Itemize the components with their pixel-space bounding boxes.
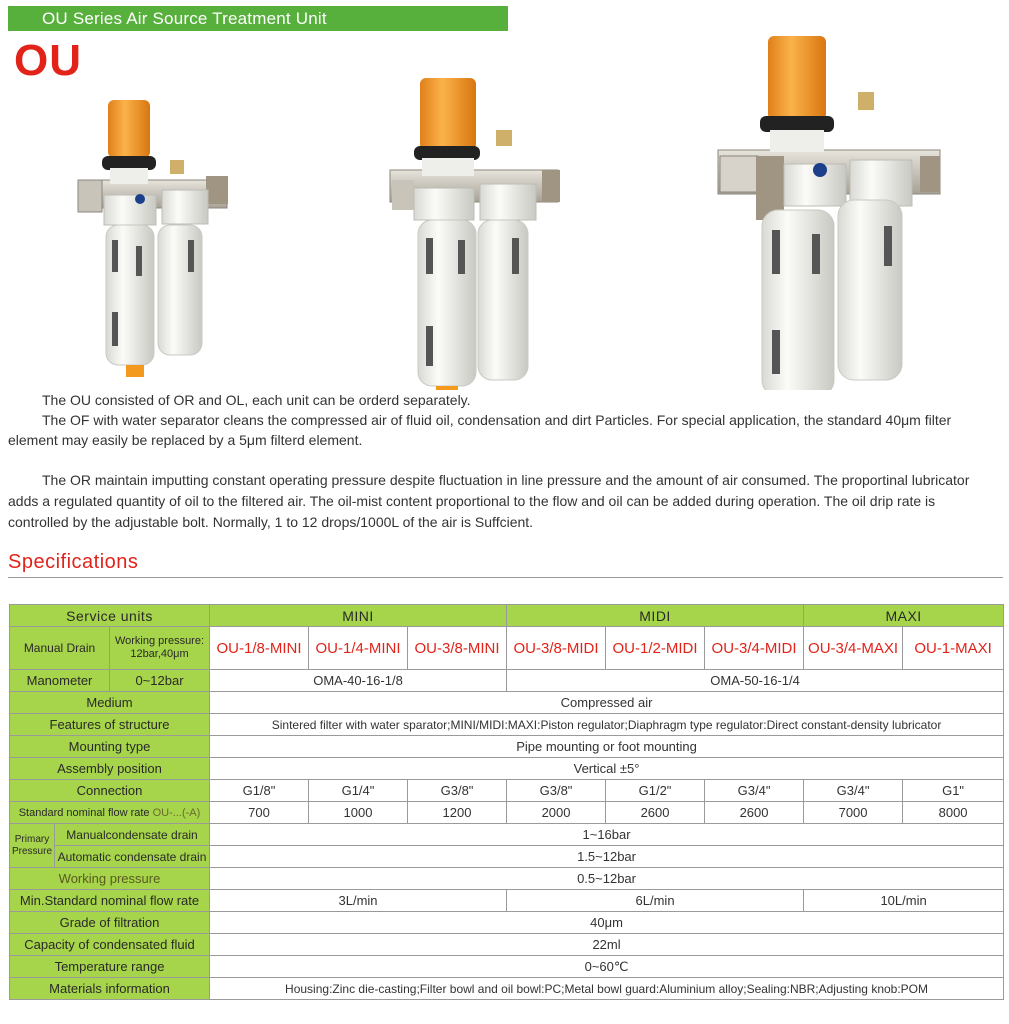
table-row-manometer bbox=[10, 670, 1004, 692]
working-pressure-note bbox=[110, 627, 210, 670]
filtration-value: 40μm bbox=[210, 912, 1004, 934]
medium-label: Medium bbox=[10, 692, 210, 714]
table-row-working-pressure bbox=[10, 868, 1004, 890]
min-flow-mini: 3L/min bbox=[210, 890, 507, 912]
materials-label: Materials information bbox=[10, 978, 210, 1000]
min-flow-label: Min.Standard nominal flow rate bbox=[10, 890, 210, 912]
capacity-value: 22ml bbox=[210, 934, 1004, 956]
model-cell: OU-1/8-MINI bbox=[210, 627, 309, 670]
table-row-groups bbox=[10, 605, 1004, 627]
flow-label-suffix: OU-...(-A) bbox=[152, 806, 201, 819]
materials-value: Housing:Zinc die-casting;Filter bowl and oil bowl:PC;Metal bowl guard:Aluminium alloy;Sealing:NBR;Adjusting knob:POM bbox=[210, 978, 1004, 1000]
table-row-temperature bbox=[10, 956, 1004, 978]
model-cell: OU-3/8-MIDI bbox=[507, 627, 606, 670]
maxi-unit-image bbox=[718, 36, 940, 390]
filtration-label: Grade of filtration bbox=[10, 912, 210, 934]
manual-condensate-label: Manualcondensate drain bbox=[55, 824, 210, 846]
flow-cell: 7000 bbox=[804, 802, 903, 824]
specifications-table bbox=[9, 604, 1004, 1000]
description bbox=[8, 390, 998, 533]
flow-label-text: Standard nominal flow rate bbox=[18, 806, 150, 819]
flow-cell: 2600 bbox=[705, 802, 804, 824]
manometer-midi-maxi: OMA-50-16-1/4 bbox=[507, 670, 1004, 692]
connection-cell: G1" bbox=[903, 780, 1004, 802]
table-row-mounting bbox=[10, 736, 1004, 758]
connection-cell: G3/4" bbox=[705, 780, 804, 802]
working-pressure-value: 0.5~12bar bbox=[210, 868, 1004, 890]
working-pressure-label: Working pressure bbox=[10, 868, 210, 890]
temperature-value: 0~60℃ bbox=[210, 956, 1004, 978]
table-row-auto-condensate bbox=[10, 846, 1004, 868]
description-p3: The OR maintain imputting constant operating pressure despite fluctuation in line pressure and the amount of air consumed. The proportinal lubricator adds a regulated quantity of oil to the filtered air. The oil-mist content proportional to the flow and oil can be added during operation. The oil drip rate is controlled by the adjustable bolt. Normally, 1 to 12 drops/1000L of the air is Suffcient. bbox=[8, 472, 970, 530]
connection-cell: G3/4" bbox=[804, 780, 903, 802]
working-pressure-note-line2: 12bar,40μm bbox=[130, 648, 189, 660]
connection-cell: G1/2" bbox=[606, 780, 705, 802]
features-label: Features of structure bbox=[10, 714, 210, 736]
manual-condensate-value: 1~16bar bbox=[210, 824, 1004, 846]
table-row-filtration bbox=[10, 912, 1004, 934]
service-units-label: Service units bbox=[10, 605, 210, 627]
group-mini: MINI bbox=[210, 605, 507, 627]
flow-cell: 8000 bbox=[903, 802, 1004, 824]
model-cell: OU-1/2-MIDI bbox=[606, 627, 705, 670]
table-row-assembly bbox=[10, 758, 1004, 780]
manometer-label: Manometer bbox=[10, 670, 110, 692]
flow-cell: 1200 bbox=[408, 802, 507, 824]
table-row-capacity bbox=[10, 934, 1004, 956]
flow-cell: 1000 bbox=[309, 802, 408, 824]
product-code-title: OU bbox=[14, 36, 82, 85]
table-row-connection bbox=[10, 780, 1004, 802]
flow-label bbox=[10, 802, 210, 824]
connection-cell: G3/8" bbox=[408, 780, 507, 802]
assembly-value: Vertical ±5° bbox=[210, 758, 1004, 780]
auto-condensate-value: 1.5~12bar bbox=[210, 846, 1004, 868]
table-row-medium bbox=[10, 692, 1004, 714]
specifications-divider bbox=[8, 577, 1003, 578]
auto-condensate-label: Automatic condensate drain bbox=[55, 846, 210, 868]
assembly-label: Assembly position bbox=[10, 758, 210, 780]
flow-cell: 700 bbox=[210, 802, 309, 824]
connection-cell: G1/4" bbox=[309, 780, 408, 802]
table-row-min-flow bbox=[10, 890, 1004, 912]
medium-value: Compressed air bbox=[210, 692, 1004, 714]
capacity-label: Capacity of condensated fluid bbox=[10, 934, 210, 956]
working-pressure-note-line1: Working pressure: bbox=[114, 635, 205, 647]
product-illustrations bbox=[0, 30, 1009, 390]
model-cell: OU-1/4-MINI bbox=[309, 627, 408, 670]
description-p2: The OF with water separator cleans the compressed air of fluid oil, condensation and dirt Particles. For special application, the standard 40μm filter element may easily be replaced by a 5μm filterd element. bbox=[8, 412, 952, 448]
min-flow-maxi: 10L/min bbox=[804, 890, 1004, 912]
flow-cell: 2600 bbox=[606, 802, 705, 824]
description-p1: The OU consisted of OR and OL, each unit can be orderd separately. bbox=[42, 392, 471, 408]
model-cell: OU-3/4-MAXI bbox=[804, 627, 903, 670]
features-value: Sintered filter with water sparator;MINI/MIDI:MAXI:Piston regulator;Diaphragm type regulator:Direct constant-density lubricator bbox=[210, 714, 1004, 736]
table-row-materials bbox=[10, 978, 1004, 1000]
primary-pressure-label: Primary Pressure bbox=[10, 824, 55, 868]
mounting-label: Mounting type bbox=[10, 736, 210, 758]
table-row-features bbox=[10, 714, 1004, 736]
specifications-title: Specifications bbox=[8, 551, 139, 573]
group-midi: MIDI bbox=[507, 605, 804, 627]
connection-label: Connection bbox=[10, 780, 210, 802]
connection-cell: G3/8" bbox=[507, 780, 606, 802]
min-flow-midi: 6L/min bbox=[507, 890, 804, 912]
table-row-flow bbox=[10, 802, 1004, 824]
mounting-value: Pipe mounting or foot mounting bbox=[210, 736, 1004, 758]
model-cell: OU-1-MAXI bbox=[903, 627, 1004, 670]
series-banner: OU Series Air Source Treatment Unit bbox=[8, 6, 508, 31]
model-cell: OU-3/8-MINI bbox=[408, 627, 507, 670]
flow-cell: 2000 bbox=[507, 802, 606, 824]
connection-cell: G1/8" bbox=[210, 780, 309, 802]
temperature-label: Temperature range bbox=[10, 956, 210, 978]
manometer-mini: OMA-40-16-1/8 bbox=[210, 670, 507, 692]
table-row-models bbox=[10, 627, 1004, 670]
table-row-manual-condensate bbox=[10, 824, 1004, 846]
manual-drain-label: Manual Drain bbox=[10, 627, 110, 670]
group-maxi: MAXI bbox=[804, 605, 1004, 627]
manometer-range: 0~12bar bbox=[110, 670, 210, 692]
mini-unit-image bbox=[78, 100, 228, 377]
model-cell: OU-3/4-MIDI bbox=[705, 627, 804, 670]
midi-unit-image bbox=[390, 78, 560, 390]
